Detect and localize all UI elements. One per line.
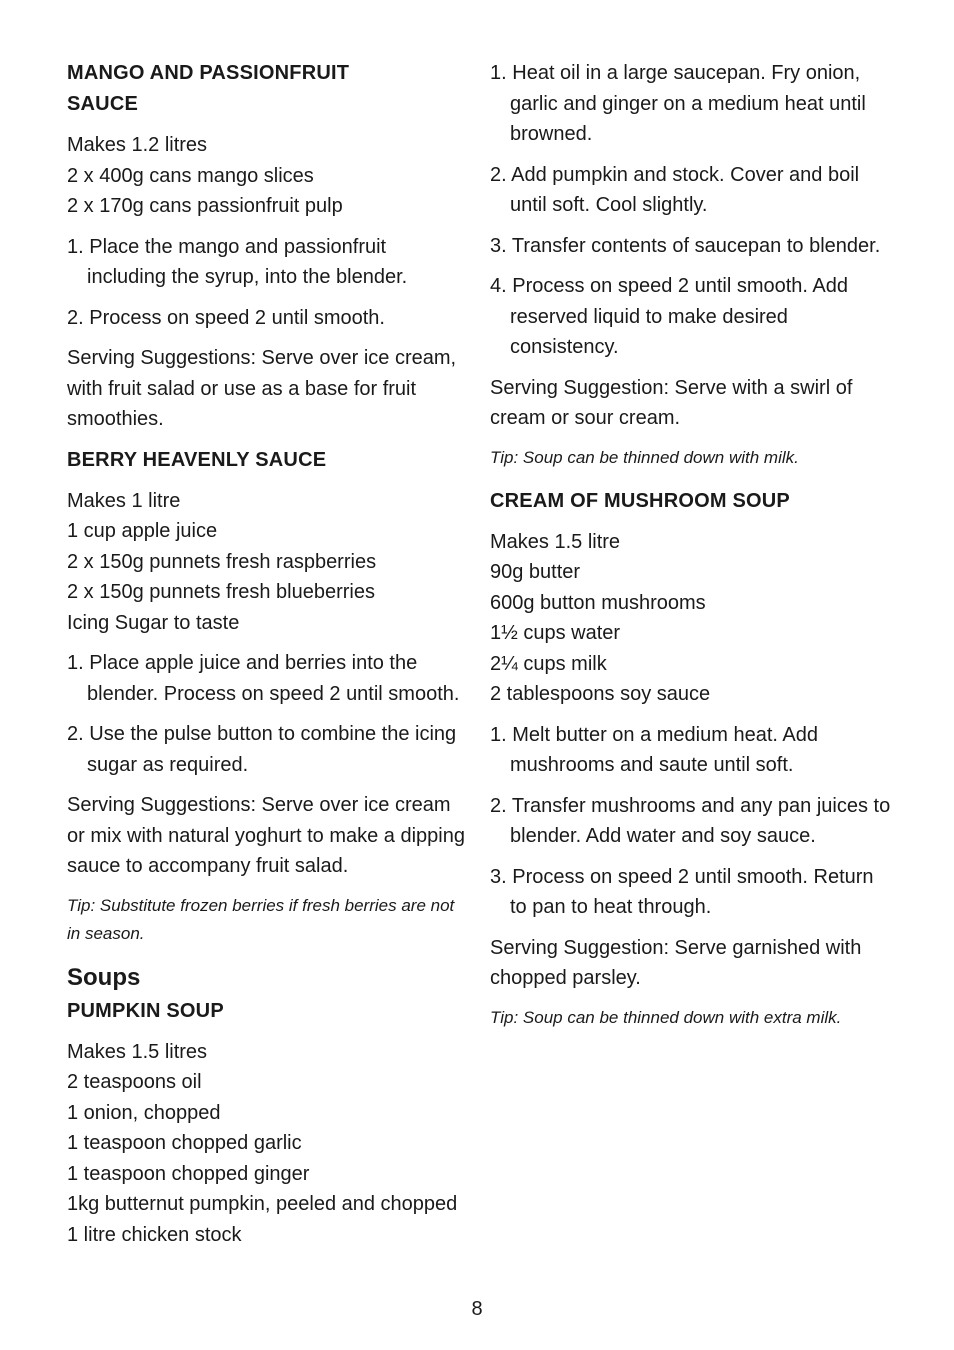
recipe-title: BERRY HEAVENLY SAUCE [67,448,327,471]
left-column [67,58,465,1260]
recipe-title: PUMPKIN SOUP [67,999,224,1022]
step-text: Use the pulse button to combine the icing sugar as required. [87,723,457,776]
ingredient-line: 2 x 150g punnets fresh blueberries [67,581,375,603]
step-number: 2. [490,163,507,186]
recipe-pumpkin-soup-ingredients [67,996,465,1251]
ingredient-line: 2¼ cups milk [490,652,607,675]
step-number: 4. [490,275,507,297]
step-number: 3. [490,865,507,888]
ingredient-line: 1½ cups water [490,622,621,644]
ingredient-list [490,527,895,710]
step-number: 3. [490,234,507,257]
recipe-title [67,58,465,120]
method-steps [490,720,895,923]
method-step [490,58,895,150]
serving-suggestion: Serving Suggestion: Serve with a swirl of cream or sour cream. [490,376,853,429]
recipe-tip: Tip: Soup can be thinned down with milk. [490,447,799,467]
method-steps [67,648,465,780]
step-text: Heat oil in a large saucepan. Fry onion, garlic and ginger on a medium heat until browned. [510,62,866,145]
serving-suggestion: Serving Suggestions: Serve over ice cream or mix with natural yoghurt to make a dipping sauce to accompany fruit salad. [67,794,465,877]
ingredient-line: 90g butter [490,561,581,583]
step-number: 2. [490,794,507,817]
recipe-mango-passionfruit-sauce [67,58,465,435]
ingredient-line: 2 x 170g cans passionfruit pulp [67,195,343,217]
ingredient-line: Makes 1.5 litre [490,530,621,553]
method-step [490,791,895,852]
ingredient-list [67,1037,465,1251]
step-number: 2. [67,723,84,745]
step-text: Transfer mushrooms and any pan juices to blender. Add water and soy sauce. [510,794,891,847]
ingredient-line: Makes 1 litre [67,489,181,512]
ingredient-line: 1 onion, chopped [67,1101,221,1124]
ingredient-line: Makes 1.5 litres [67,1040,208,1063]
ingredient-line: 1 teaspoon chopped ginger [67,1162,310,1185]
ingredient-line: 2 tablespoons soy sauce [490,683,711,705]
ingredient-line: 1 cup apple juice [67,520,218,542]
ingredient-list [67,130,465,222]
step-text: Add pumpkin and stock. Cover and boil until soft. Cool slightly. [510,163,860,216]
method-step [67,232,465,293]
step-text: Melt butter on a medium heat. Add mushrooms and saute until soft. [510,723,818,776]
step-text: Place apple juice and berries into the blender. Process on speed 2 until smooth. [87,652,460,705]
ingredient-line: 1kg butternut pumpkin, peeled and chopped [67,1193,458,1215]
page-number: 8 [471,1298,483,1320]
right-column [490,58,895,1046]
method-step [67,648,465,709]
ingredient-line: 2 teaspoons oil [67,1071,202,1093]
method-step [67,303,465,334]
recipe-pumpkin-soup-method [490,58,895,472]
ingredient-line: 600g button mushrooms [490,591,706,614]
ingredient-line: 1 litre chicken stock [67,1223,242,1246]
step-text: Process on speed 2 until smooth. Add reserved liquid to make desired consistency. [510,275,849,358]
ingredient-line: 2 x 150g punnets fresh raspberries [67,550,377,573]
method-step [490,160,895,221]
recipe-title-line: MANGO AND PASSIONFRUIT [67,62,350,84]
method-step [67,719,465,780]
recipe-tip: Tip: Soup can be thinned down with extra milk. [490,1007,842,1027]
serving-suggestion: Serving Suggestions: Serve over ice cream, with fruit salad or use as a base for fruit smoothies. [67,347,457,430]
ingredient-line: Makes 1.2 litres [67,134,208,156]
recipe-title: CREAM OF MUSHROOM SOUP [490,489,790,512]
method-steps [490,58,895,363]
step-number: 1. [490,723,507,746]
method-step [490,271,895,363]
recipe-title-line: SAUCE [67,93,139,115]
step-number: 1. [67,652,84,674]
step-text: Transfer contents of saucepan to blender. [511,234,881,257]
step-number: 1. [67,235,84,258]
step-text: Process on speed 2 until smooth. Return to pan to heat through. [510,865,874,918]
serving-suggestion: Serving Suggestion: Serve garnished with chopped parsley. [490,936,862,989]
method-step [490,720,895,781]
ingredient-line: Icing Sugar to taste [67,611,240,634]
method-step [490,862,895,923]
method-step [490,231,895,262]
ingredient-list [67,486,465,639]
step-text: Place the mango and passionfruit including the syrup, into the blender. [87,235,408,288]
ingredient-line: 2 x 400g cans mango slices [67,164,314,187]
recipe-berry-heavenly-sauce [67,445,465,948]
ingredient-line: 1 teaspoon chopped garlic [67,1132,302,1154]
method-steps [67,232,465,334]
step-text: Process on speed 2 until smooth. [89,306,385,329]
step-number: 2. [67,306,84,329]
section-heading-soups: Soups [67,963,141,991]
recipe-tip: Tip: Substitute frozen berries if fresh berries are not in season. [67,895,455,943]
step-number: 1. [490,62,507,84]
recipe-cream-of-mushroom-soup [490,486,895,1032]
